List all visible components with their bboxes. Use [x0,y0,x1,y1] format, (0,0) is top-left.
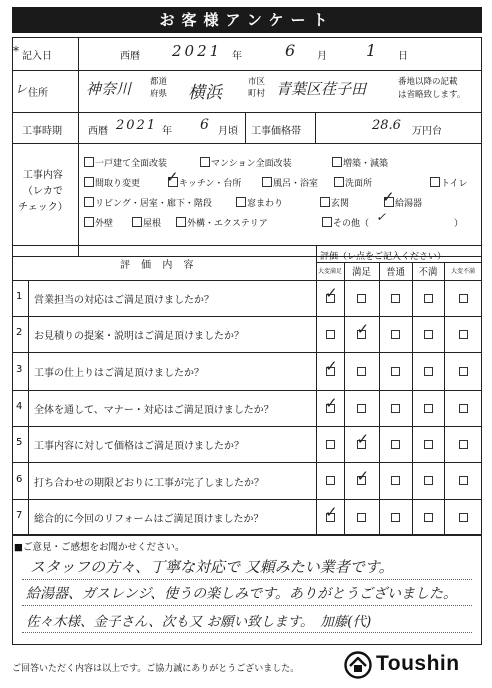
date-year-unit: 年 [232,51,242,62]
work-option-other[interactable]: その他（ [322,216,369,229]
brand-logo [344,651,482,679]
work-option-kitchen[interactable]: キッチン・台所 [168,176,241,189]
rating-checkbox[interactable] [424,367,433,376]
rating-check-mark: ✓ [325,284,338,302]
address-city-suffix: 市区 町村 [248,77,266,99]
water-heater-check-mark: ✓ [382,188,395,206]
rating-checkbox[interactable] [391,330,400,339]
date-month-unit: 月 [317,51,327,62]
rating-checkbox[interactable] [391,404,400,413]
work-option-window[interactable]: 窓まわり [236,196,283,209]
page-title: お客様アンケート [12,7,482,33]
work-option-other-close: ） [454,219,464,229]
rating-checkbox[interactable] [391,513,400,522]
rating-check-mark: ✓ [356,466,370,485]
work-option-toilet[interactable]: トイレ [430,176,468,189]
brand-name: Toushin [376,652,460,675]
comment-line-3: 佐々木様、金子さん、次も又 お願い致します。 加藤(代) [26,614,372,630]
rating-checkbox[interactable] [326,476,335,485]
comment-line-2: 給湯器、ガスレンジ、使うの楽しみです。ありがとうございました。 [26,586,458,602]
work-option-exterior-wall[interactable]: 外壁 [84,216,113,229]
address-pref-suffix: 都道 府県 [150,77,168,99]
rating-checkbox[interactable] [424,440,433,449]
rating-checkbox[interactable] [459,513,468,522]
address-note: 番地以降の記載 は省略致します。 [398,77,466,100]
rating-checkbox[interactable] [357,513,366,522]
date-era: 西暦 [120,51,140,62]
work-option-extension[interactable]: 増築・減築 [332,156,388,169]
work-option-layout[interactable]: 間取り変更 [84,176,140,189]
address-check-mark: レ [15,82,28,96]
rating-checkbox[interactable] [357,404,366,413]
scale-very-dissatisfied: 大変不満 [450,268,475,275]
question-text: 工事の仕上りはご満足頂けましたか？ [34,368,204,379]
question-text: 工事内容に対して価格はご満足頂けましたか？ [34,441,244,452]
date-day-unit: 日 [398,51,408,62]
other-mark: ✓ [376,210,387,224]
question-number: 3 [16,364,23,375]
rating-checkbox[interactable] [459,404,468,413]
period-month-unit: 月頃 [218,126,238,137]
work-option-entrance[interactable]: 玄関 [320,196,349,209]
rating-checkbox[interactable] [391,367,400,376]
work-option-full-house[interactable]: 一戸建て全面改装 [84,156,167,169]
work-option-washroom[interactable]: 洗面所 [334,176,372,189]
question-number: 7 [16,510,23,521]
period-year-unit: 年 [162,126,172,137]
footer-text: ご回答いただく内容は以上です。ご協力誠にありがとうございました。 [12,664,300,674]
rating-checkbox[interactable] [424,294,433,303]
address-label: 住所 [28,88,48,99]
question-text: 全体を通して、マナー・対応はご満足頂けましたか？ [34,405,274,416]
eval-header-content: 評 価 内 容 [120,260,198,271]
rating-check-mark: ✓ [325,357,338,375]
question-number: 2 [16,327,23,338]
rating-checkbox[interactable] [459,367,468,376]
question-number: 4 [16,401,23,412]
question-number: 6 [16,473,23,485]
work-option-full-mansion[interactable]: マンション全面改装 [200,156,292,169]
scale-normal: 普通 [385,267,405,278]
eval-header-rating: 評価（レ点をご記入ください） [320,252,447,262]
period-year: 2021 [116,118,158,133]
price-label: 工事価格帯 [251,126,301,137]
question-text: 営業担当の対応はご満足頂けましたか？ [34,295,214,306]
rating-check-mark: ✓ [325,394,338,412]
rating-checkbox[interactable] [424,330,433,339]
work-option-roof[interactable]: 屋根 [132,216,161,229]
period-era: 西暦 [88,126,108,137]
address-prefecture: 神奈川 [86,80,132,98]
scale-satisfied: 満足 [351,267,371,278]
rating-checkbox[interactable] [391,294,400,303]
date-year: 2021 [172,42,223,60]
question-number: 1 [16,291,23,302]
rating-checkbox[interactable] [357,294,366,303]
date-month: 6 [285,41,296,60]
rating-checkbox[interactable] [326,440,335,449]
period-month: 6 [200,117,209,133]
rating-checkbox[interactable] [424,513,433,522]
rating-checkbox[interactable] [391,476,400,485]
comments-label: ■ご意見・ご感想をお聞かせください。 [14,542,185,553]
rating-checkbox[interactable] [424,476,433,485]
work-option-exterior[interactable]: 外構・エクステリア [176,216,268,229]
work-option-living[interactable]: リビング・居室・廊下・階段 [84,196,212,209]
rating-check-mark: ✓ [356,320,370,338]
date-day: 1 [366,41,377,60]
address-town: 青葉区荏子田 [276,80,367,98]
question-text: 総合的に今回のリフォームはご満足頂けましたか？ [34,514,264,525]
date-asterisk-mark: * [13,44,19,58]
scale-dissatisfied: 不満 [418,267,438,278]
address-city: 横浜 [188,83,222,103]
rating-checkbox[interactable] [459,476,468,485]
question-number: 5 [16,437,23,448]
question-text: お見積りの提案・説明はご満足頂けましたか？ [34,331,244,342]
rating-check-mark: ✓ [325,503,338,521]
rating-checkbox[interactable] [391,440,400,449]
rating-checkbox[interactable] [424,404,433,413]
kitchen-check-mark: ✓ [166,168,179,186]
date-label: 記入日 [22,51,52,62]
scale-very-satisfied: 大変満足 [317,268,342,275]
comment-line-1: スタッフの方々、丁寧な対応で 又頼みたい業者です。 [30,558,394,576]
question-text: 打ち合わせの期限どおりに工事が完了しましたか？ [34,477,264,489]
rating-checkbox[interactable] [459,440,468,449]
price-value: 28.6 [372,118,401,133]
rating-check-mark: ✓ [356,430,370,448]
work-option-water-heater[interactable]: 給湯器 [384,196,422,209]
house-logo-icon [344,651,372,679]
work-option-bath[interactable]: 風呂・浴室 [262,176,318,189]
price-unit: 万円台 [412,126,442,137]
period-label: 工事時期 [22,126,62,137]
work-label: 工事内容 （レカで チェック） [18,170,68,213]
rating-checkbox[interactable] [326,330,335,339]
rating-checkbox[interactable] [459,294,468,303]
rating-checkbox[interactable] [357,367,366,376]
rating-checkbox[interactable] [459,330,468,339]
